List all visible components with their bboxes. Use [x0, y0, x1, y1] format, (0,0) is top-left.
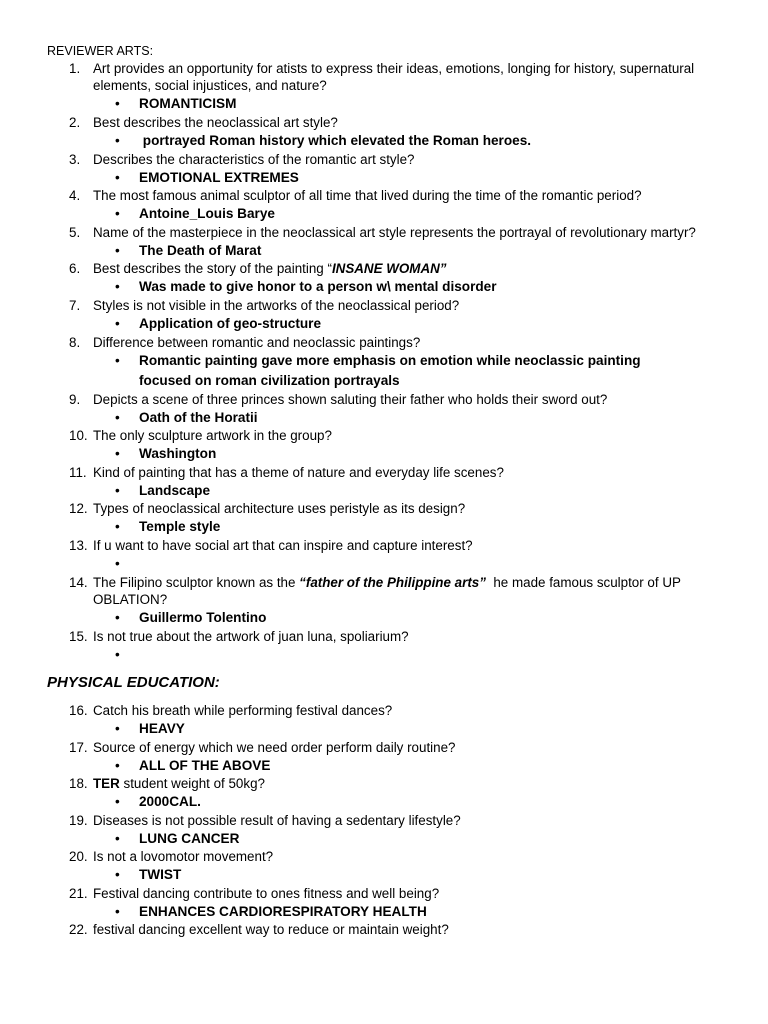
answer-text: ROMANTICISM — [139, 96, 237, 111]
answer-6 — [47, 277, 727, 297]
answer-19 — [47, 829, 727, 849]
answer-text: Guillermo Tolentino — [139, 610, 267, 625]
question-number: 13. — [69, 537, 88, 553]
question-12 — [47, 500, 727, 517]
bullet-icon: • — [115, 132, 120, 148]
question-text: The most famous animal sculptor of all time that lived during the time of the romantic period? — [93, 188, 642, 203]
bullet-icon: • — [115, 316, 120, 331]
question-number: 21. — [69, 885, 88, 901]
question-text: Styles is not visible in the artworks of the neoclassical period? — [93, 298, 460, 313]
question-number: 19. — [69, 812, 88, 828]
bullet-icon: • — [115, 206, 120, 221]
bullet-icon: • — [115, 242, 120, 258]
question-19 — [47, 812, 727, 829]
answer-10 — [47, 444, 727, 464]
answer-13 — [47, 554, 727, 574]
answer-21 — [47, 902, 727, 922]
question-10 — [47, 427, 727, 444]
bullet-icon: • — [115, 279, 120, 294]
bullet-icon: • — [115, 757, 120, 773]
answer-15 — [47, 645, 727, 665]
bullet-icon: • — [115, 867, 120, 882]
question-text: Source of energy which we need order perform daily routine? — [93, 739, 456, 755]
question-text: Is not a lovomotor movement? — [93, 849, 274, 864]
question-text: Describes the characteristics of the romantic art style? — [93, 151, 415, 167]
question-11 — [47, 464, 727, 481]
question-7 — [47, 297, 727, 314]
question-number: 18. — [69, 776, 88, 791]
bullet-icon: • — [115, 352, 120, 368]
answer-5 — [47, 241, 727, 261]
question-number: 5. — [69, 224, 81, 240]
question-21 — [47, 885, 727, 902]
answer-12 — [47, 517, 727, 537]
answer-text: HEAVY — [139, 721, 185, 736]
question-number: 20. — [69, 849, 88, 864]
question-14 — [47, 574, 727, 608]
answer-11 — [47, 481, 727, 501]
answer-text: Temple style — [139, 519, 221, 534]
reviewer-document — [47, 43, 727, 938]
answer-18 — [47, 792, 727, 812]
question-text: The Filipino sculptor known as the — [93, 575, 300, 590]
question-8 — [47, 334, 727, 351]
answer-text: Washington — [139, 446, 217, 461]
answer-17 — [47, 756, 727, 776]
question-text: Is not true about the artwork of juan luna, spoliarium? — [93, 628, 409, 644]
question-3 — [47, 151, 727, 168]
pe-section-heading: PHYSICAL EDUCATION: — [47, 674, 220, 691]
answer-text: EMOTIONAL EXTREMES — [139, 169, 299, 185]
answer-text: LUNG CANCER — [139, 830, 240, 846]
answer-8 — [47, 351, 727, 391]
painting-title: INSANE WOMAN” — [331, 261, 447, 276]
question-16 — [47, 702, 727, 719]
question-text: Name of the masterpiece in the neoclassical art style represents the portrayal of revolutionary martyr? — [93, 224, 696, 240]
question-number: 12. — [69, 501, 88, 516]
bullet-icon: • — [115, 721, 120, 736]
bullet-icon: • — [115, 646, 120, 662]
answer-text: Antoine_Louis Barye — [139, 206, 275, 221]
answer-1 — [47, 94, 727, 114]
emphasis-text: “father of the Philippine arts” — [299, 575, 486, 590]
answer-text: 2000CAL. — [139, 794, 201, 809]
question-text: Diseases is not possible result of having a sedentary lifestyle? — [93, 812, 461, 828]
answer-text: portrayed Roman history which elevated the Roman heroes. — [139, 132, 532, 148]
question-text: If u want to have social art that can inspire and capture interest? — [93, 537, 473, 553]
bullet-icon: • — [115, 794, 120, 809]
question-number: 11. — [69, 464, 87, 480]
question-2 — [47, 114, 727, 131]
bullet-icon: • — [115, 169, 120, 185]
question-text: student weight of 50kg? — [119, 776, 265, 791]
question-20 — [47, 848, 727, 865]
question-number: 22. — [69, 922, 88, 937]
answer-16 — [47, 719, 727, 739]
answer-text: Application of geo-structure — [139, 316, 322, 331]
question-text: Art provides an opportunity for atists to express their ideas, emotions, longing for history, supernatural elements, social injustices, and nature? — [93, 61, 695, 93]
question-17 — [47, 739, 727, 756]
question-text: festival dancing excellent way to reduce or maintain weight? — [93, 922, 449, 937]
answer-14 — [47, 608, 727, 628]
bullet-icon: • — [115, 830, 120, 846]
bullet-icon: • — [115, 519, 120, 534]
answer-9 — [47, 408, 727, 428]
question-4 — [47, 187, 727, 204]
question-number: 6. — [69, 261, 81, 276]
answer-4 — [47, 204, 727, 224]
answer-text: Oath of the Horatii — [139, 409, 258, 425]
bullet-icon: • — [115, 610, 120, 625]
answer-text: Was made to give honor to a person w\ mental disorder — [139, 279, 497, 294]
question-number: 17. — [69, 739, 88, 755]
question-1 — [47, 60, 727, 94]
question-text: Festival dancing contribute to ones fitness and well being? — [93, 885, 440, 901]
document-title: REVIEWER ARTS: — [47, 44, 154, 58]
bullet-icon: • — [115, 482, 120, 498]
answer-text: The Death of Marat — [139, 242, 262, 258]
answer-3 — [47, 168, 727, 188]
question-number: 1. — [69, 61, 81, 76]
question-number: 14. — [69, 575, 88, 590]
answer-text: ALL OF THE ABOVE — [139, 757, 271, 773]
question-6 — [47, 260, 727, 277]
answer-20 — [47, 865, 727, 885]
question-number: 16. — [69, 703, 88, 718]
question-9 — [47, 391, 727, 408]
bullet-icon: • — [115, 409, 120, 425]
question-number: 9. — [69, 391, 81, 407]
answer-text: Romantic painting gave more emphasis on emotion while neoclassic painting focused on roman civilization portrayals — [139, 352, 641, 388]
question-text: Best describes the story of the painting “ — [93, 261, 332, 276]
question-15 — [47, 628, 727, 645]
question-13 — [47, 537, 727, 554]
question-text: Types of neoclassical architecture uses peristyle as its design? — [93, 501, 466, 516]
question-text: Kind of painting that has a theme of nature and everyday life scenes? — [93, 464, 504, 480]
question-5 — [47, 224, 727, 241]
question-text: Catch his breath while performing festival dances? — [93, 703, 393, 718]
question-text: Difference between romantic and neoclassic paintings? — [93, 334, 421, 350]
question-number: 7. — [69, 298, 81, 313]
answer-text: ENHANCES CARDIORESPIRATORY HEALTH — [139, 903, 427, 919]
question-number: 10. — [69, 428, 88, 443]
answer-text: TWIST — [139, 867, 182, 882]
question-text-continued: he made famous sculptor of UP OBLATION? — [93, 575, 685, 607]
answer-7 — [47, 314, 727, 334]
question-number: 3. — [69, 151, 81, 167]
bullet-icon: • — [115, 96, 120, 111]
question-18 — [47, 775, 727, 792]
question-text: Depicts a scene of three princes shown saluting their father who holds their sword out? — [93, 391, 608, 407]
answer-text: Landscape — [139, 482, 211, 498]
question-number: 4. — [69, 188, 81, 203]
question-number: 2. — [69, 114, 81, 130]
question-22 — [47, 921, 727, 938]
question-text: The only sculpture artwork in the group? — [93, 428, 332, 443]
question-text: Best describes the neoclassical art style? — [93, 114, 338, 130]
question-number: 8. — [69, 334, 81, 350]
question-bold-term: TER — [93, 776, 120, 791]
bullet-icon: • — [115, 555, 120, 571]
bullet-icon: • — [115, 903, 120, 919]
bullet-icon: • — [115, 446, 120, 461]
answer-2 — [47, 131, 727, 151]
question-number: 15. — [69, 628, 88, 644]
